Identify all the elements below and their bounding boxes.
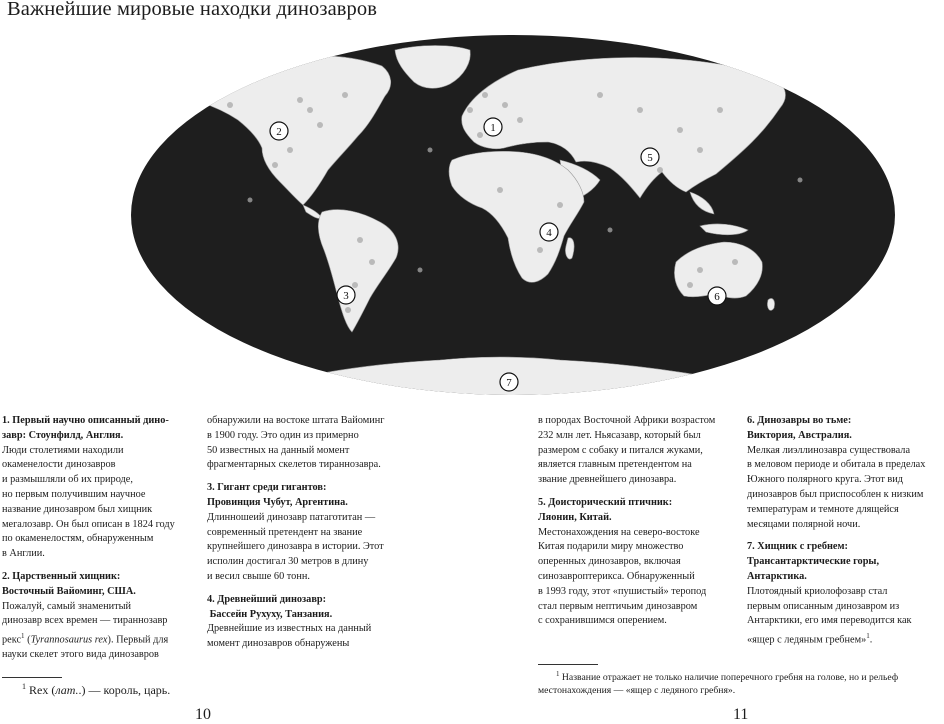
section-3: 3. Гигант среди гигантов: Провинция Чубут, Аргентина. Длинношеий динозавр патаготитан — современный претендент на звание крупнейшего динозавра в истории. Этот исполин достигал 30 метров в длину и весил свыше 60 тонн.: [207, 481, 407, 585]
site-marker-6: [708, 287, 726, 305]
site-marker-label: 3: [343, 290, 349, 302]
site-marker-4: [540, 223, 558, 241]
site-marker-2: [270, 122, 288, 140]
footnote-rule-right: [538, 664, 598, 665]
footnote-right: $^1$ Название отражает не только наличие поперечного гребня на голове, но и рельеф местонахождения — «ящер с ледяного гребня».: [538, 670, 899, 697]
site-marker-7: [500, 373, 518, 391]
section-3-heading: 3. Гигант среди гигантов: Провинция Чубут, Аргентина.: [207, 482, 348, 508]
footnote-number: 1: [556, 670, 560, 678]
footnote-ref: 1: [21, 632, 25, 641]
cryolophosaurus-line: «ящер с ледяным гребнем»$^1$.: [747, 632, 873, 646]
column-4: [747, 414, 943, 656]
footnote-rule-left: [2, 677, 62, 678]
section-4-heading: 4. Древнейший динозавр: Бассейн Рухуху, Танзания.: [207, 593, 333, 620]
page-title: Важнейшие мировые находки динозавров: [7, 0, 378, 20]
section-1-heading: 1. Первый научно описанный дино- завр: Стоунфилд, Англия.: [2, 415, 169, 441]
footnote-ref: 1: [866, 632, 870, 641]
column-1: [2, 414, 192, 671]
section-2: 2. Царственный хищник: Восточный Вайоминг, США. Пожалуй, самый знаменитый динозавр всех времен — тираннозавр рекс$^1$ (Tyrannosaurus rex). Первый для науки скелет этого вида динозавров: [2, 570, 192, 663]
section-6: 6. Динозавры во тьме: Виктория, Австралия. Мелкая лиэллинозавра существовала в меловом периоде и обитала в пределах Южного полярного круга. Этот вид динозавров был приспособлен к низким температурам и темноте длящейся месяцами полярной ночи.: [747, 414, 943, 532]
section-2-continued: обнаружили на востоке штата Вайоминг в 1900 году. Это один из примерно 50 известных на данный момент фрагментарных скелетов тираннозавра.: [207, 415, 385, 471]
new-zealand: [767, 298, 774, 310]
section-7: 7. Хищник с гребнем: Трансантарктические горы, Антарктика. Плотоядный криолофозавр стал первым описанным динозавром из Антарктики, его имя переводится как «ящер с ледяным гребнем»$^1$.: [747, 540, 943, 648]
footnote-left: $^1$ Rex (лат..) — король, царь.: [22, 682, 171, 697]
site-marker-label: 1: [490, 122, 496, 134]
section-1: 1. Первый научно описанный дино- завр: Стоунфилд, Англия. Люди столетиями находили окаменелости динозавров и размышляли об их природе, но первым получившим научное название динозавром был хищник мегалозавр. Он был описан в 1824 году по окаменелостям, обнаруженным в Англии.: [2, 414, 192, 562]
column-3: [538, 414, 738, 637]
column-2: [207, 414, 407, 660]
section-5-heading: 5. Доисторический птичник: Ляонин, Китай.: [538, 496, 673, 523]
section-6-heading: 6. Динозавры во тьме: Виктория, Австралия.: [747, 415, 852, 441]
section-5: 5. Доисторический птичник: Ляонин, Китай. Местонахождения на северо-востоке Китая подарили миру множество оперенных динозавров, включая синозавроптерикса. Обнаруженный в 1993 году, этот «пушистый» теропод стал первым нептичьим динозавром с сохранившимся оперением.: [538, 496, 738, 629]
site-marker-1: [484, 118, 502, 136]
site-marker-label: 2: [276, 126, 282, 138]
site-marker-3: [337, 286, 355, 304]
site-marker-label: 5: [647, 152, 653, 164]
footnote-number: 1: [22, 682, 26, 691]
page-number-left: 10: [195, 706, 211, 723]
site-marker-label: 7: [506, 377, 512, 389]
page-number-right: 11: [733, 706, 749, 723]
section-2-heading: 2. Царственный хищник: Восточный Вайоминг, США.: [2, 570, 136, 597]
rex-line: рекс$^1$ (Tyrannosaurus rex). Первый для: [2, 632, 169, 646]
site-marker-label: 4: [546, 227, 552, 239]
site-marker-label: 6: [714, 291, 720, 303]
site-marker-5: [641, 148, 659, 166]
section-7-heading: 7. Хищник с гребнем: Трансантарктические горы, Антарктика.: [747, 541, 880, 582]
section-4: 4. Древнейший динозавр: Бассейн Рухуху, Танзания. Древнейшие из известных на данный момент динозавров обнаружены: [207, 593, 407, 652]
section-4-continued: в породах Восточной Африки возрастом 232 млн лет. Ньясазавр, который был размером с собаку и питался жуками, является главным претендентом на звание древнейшего динозавра.: [538, 415, 716, 486]
